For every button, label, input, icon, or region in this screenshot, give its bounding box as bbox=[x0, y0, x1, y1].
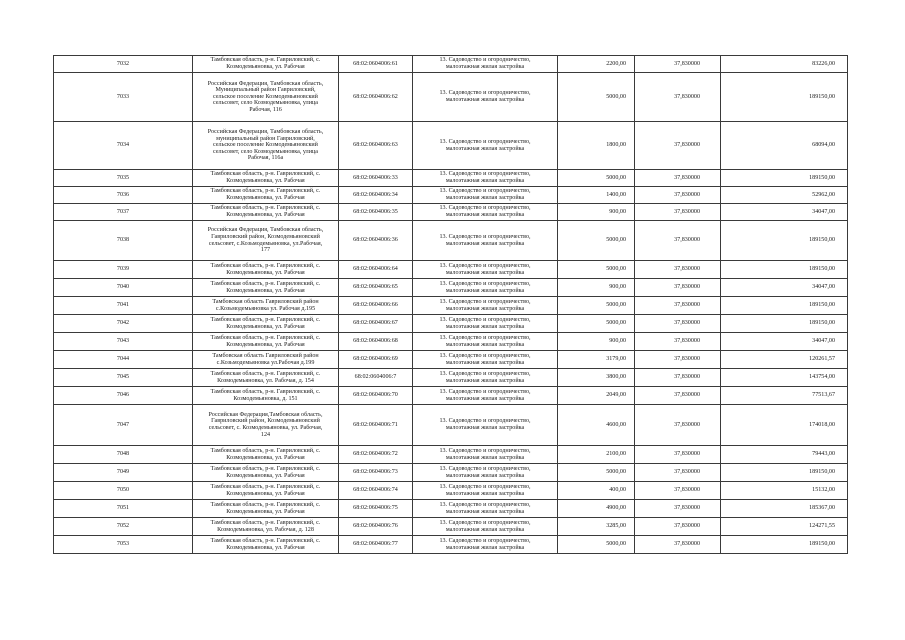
cadastral-value-cell: 189150,00 bbox=[721, 170, 848, 187]
area-cell: 5000,00 bbox=[558, 170, 635, 187]
area-cell: 3800,00 bbox=[558, 369, 635, 387]
permitted-use-cell: 13. Садоводство и огородничество, малоэтажная жилая застройка bbox=[413, 73, 558, 122]
specific-value-cell: 37,830000 bbox=[635, 536, 721, 554]
address-cell: Тамбовская область, р-н. Гавриловский, с. Козмодемьяновка, ул. Рабочая bbox=[193, 187, 339, 204]
record-number-cell: 7032 bbox=[54, 56, 193, 73]
permitted-use-cell: 13. Садоводство и огородничество, малоэтажная жилая застройка bbox=[413, 518, 558, 536]
permitted-use-cell: 13. Садоводство и огородничество, малоэтажная жилая застройка bbox=[413, 387, 558, 405]
specific-value-cell: 37,830000 bbox=[635, 405, 721, 446]
specific-value-cell: 37,830000 bbox=[635, 261, 721, 279]
cadastral-number-cell: 68:02:0604006:65 bbox=[339, 279, 413, 297]
specific-value-cell: 37,830000 bbox=[635, 297, 721, 315]
cadastral-value-cell: 52962,00 bbox=[721, 187, 848, 204]
record-number-cell: 7046 bbox=[54, 387, 193, 405]
permitted-use-cell: 13. Садоводство и огородничество, малоэтажная жилая застройка bbox=[413, 170, 558, 187]
cadastral-value-cell: 124271,55 bbox=[721, 518, 848, 536]
address-cell: Тамбовская область, р-н. Гавриловский, с. Козмодемьяновка, ул. Рабочая bbox=[193, 279, 339, 297]
permitted-use-cell: 13. Садоводство и огородничество, малоэтажная жилая застройка bbox=[413, 482, 558, 500]
permitted-use-cell: 13. Садоводство и огородничество, малоэтажная жилая застройка bbox=[413, 122, 558, 170]
specific-value-cell: 37,830000 bbox=[635, 279, 721, 297]
area-cell: 5000,00 bbox=[558, 464, 635, 482]
permitted-use-cell: 13. Садоводство и огородничество, малоэтажная жилая застройка bbox=[413, 351, 558, 369]
permitted-use-cell: 13. Садоводство и огородничество, малоэтажная жилая застройка bbox=[413, 187, 558, 204]
area-cell: 5000,00 bbox=[558, 261, 635, 279]
area-cell: 900,00 bbox=[558, 204, 635, 221]
area-cell: 5000,00 bbox=[558, 221, 635, 261]
cadastral-number-cell: 68:02:0604006:66 bbox=[339, 297, 413, 315]
table-row bbox=[54, 297, 848, 315]
cadastral-value-cell: 77513,67 bbox=[721, 387, 848, 405]
table-row bbox=[54, 518, 848, 536]
cadastral-number-cell: 68:02:0604006:64 bbox=[339, 261, 413, 279]
cadastral-value-cell: 189150,00 bbox=[721, 315, 848, 333]
address-cell: Тамбовская область, р-н. Гавриловский, с. Козмодемьяновка, ул. Рабочая bbox=[193, 446, 339, 464]
area-cell: 2049,00 bbox=[558, 387, 635, 405]
specific-value-cell: 37,830000 bbox=[635, 351, 721, 369]
cadastral-number-cell: 68:02:0604006:67 bbox=[339, 315, 413, 333]
specific-value-cell: 37,830000 bbox=[635, 482, 721, 500]
cadastral-number-cell: 68:02:0604006:70 bbox=[339, 387, 413, 405]
address-cell: Российская Федерация, Тамбовская область, Муниципальный район Гавриловский, сельское поселение Козмодемьяновский сельсовет, село Козмодемьяновка, улица Рабочая, 116 bbox=[193, 73, 339, 122]
cadastral-number-cell: 68:02:0604006:72 bbox=[339, 446, 413, 464]
permitted-use-cell: 13. Садоводство и огородничество, малоэтажная жилая застройка bbox=[413, 464, 558, 482]
cadastral-value-cell: 79443,00 bbox=[721, 446, 848, 464]
specific-value-cell: 37,830000 bbox=[635, 170, 721, 187]
table-row bbox=[54, 187, 848, 204]
area-cell: 400,00 bbox=[558, 482, 635, 500]
area-cell: 2100,00 bbox=[558, 446, 635, 464]
specific-value-cell: 37,830000 bbox=[635, 221, 721, 261]
record-number-cell: 7034 bbox=[54, 122, 193, 170]
address-cell: Российская Федерация, Тамбовская область, Гавриловский район, Козмодемьяновский сельсовет, с.Козьмодемьяновка, ул.Рабочая, 177 bbox=[193, 221, 339, 261]
cadastral-number-cell: 68:02:0604006:75 bbox=[339, 500, 413, 518]
permitted-use-cell: 13. Садоводство и огородничество, малоэтажная жилая застройка bbox=[413, 204, 558, 221]
cadastral-value-cell: 34047,00 bbox=[721, 204, 848, 221]
record-number-cell: 7045 bbox=[54, 369, 193, 387]
area-cell: 5000,00 bbox=[558, 315, 635, 333]
permitted-use-cell: 13. Садоводство и огородничество, малоэтажная жилая застройка bbox=[413, 405, 558, 446]
cadastral-value-cell: 189150,00 bbox=[721, 297, 848, 315]
table-row bbox=[54, 73, 848, 122]
table-row bbox=[54, 500, 848, 518]
specific-value-cell: 37,830000 bbox=[635, 187, 721, 204]
record-number-cell: 7053 bbox=[54, 536, 193, 554]
table-row bbox=[54, 333, 848, 351]
cadastral-number-cell: 68:02:0604006:35 bbox=[339, 204, 413, 221]
cadastral-number-cell: 68:02:0604006:7 bbox=[339, 369, 413, 387]
table-row bbox=[54, 204, 848, 221]
record-number-cell: 7036 bbox=[54, 187, 193, 204]
record-number-cell: 7035 bbox=[54, 170, 193, 187]
specific-value-cell: 37,830000 bbox=[635, 369, 721, 387]
area-cell: 3285,00 bbox=[558, 518, 635, 536]
cadastral-value-cell: 143754,00 bbox=[721, 369, 848, 387]
record-number-cell: 7040 bbox=[54, 279, 193, 297]
area-cell: 5000,00 bbox=[558, 297, 635, 315]
permitted-use-cell: 13. Садоводство и огородничество, малоэтажная жилая застройка bbox=[413, 221, 558, 261]
permitted-use-cell: 13. Садоводство и огородничество, малоэтажная жилая застройка bbox=[413, 500, 558, 518]
area-cell: 5000,00 bbox=[558, 73, 635, 122]
cadastral-value-cell: 174018,00 bbox=[721, 405, 848, 446]
cadastral-value-cell: 189150,00 bbox=[721, 221, 848, 261]
table-row bbox=[54, 405, 848, 446]
table-row bbox=[54, 261, 848, 279]
record-number-cell: 7039 bbox=[54, 261, 193, 279]
address-cell: Тамбовская область, р-н. Гавриловский, с. Козмодемьяновка, ул. Рабочая bbox=[193, 482, 339, 500]
permitted-use-cell: 13. Садоводство и огородничество, малоэтажная жилая застройка bbox=[413, 315, 558, 333]
cadastral-value-cell: 68094,00 bbox=[721, 122, 848, 170]
permitted-use-cell: 13. Садоводство и огородничество, малоэтажная жилая застройка bbox=[413, 446, 558, 464]
table-row bbox=[54, 464, 848, 482]
table-body bbox=[54, 56, 848, 554]
table-row bbox=[54, 170, 848, 187]
cadastral-number-cell: 68:02:0604006:63 bbox=[339, 122, 413, 170]
address-cell: Российская Федерация,Тамбовская область, Гавриловский район, Козмодемьяновский сельсовет, с. Козмодемьяновка, ул. Рабочая, 124 bbox=[193, 405, 339, 446]
record-number-cell: 7051 bbox=[54, 500, 193, 518]
permitted-use-cell: 13. Садоводство и огородничество, малоэтажная жилая застройка bbox=[413, 279, 558, 297]
cadastral-value-cell: 34047,00 bbox=[721, 333, 848, 351]
specific-value-cell: 37,830000 bbox=[635, 500, 721, 518]
area-cell: 900,00 bbox=[558, 279, 635, 297]
area-cell: 1400,00 bbox=[558, 187, 635, 204]
address-cell: Тамбовская область Гавриловский район с.Козьмодемьяновка ул. Рабочая д.195 bbox=[193, 297, 339, 315]
permitted-use-cell: 13. Садоводство и огородничество, малоэтажная жилая застройка bbox=[413, 297, 558, 315]
cadastral-number-cell: 68:02:0604006:68 bbox=[339, 333, 413, 351]
permitted-use-cell: 13. Садоводство и огородничество, малоэтажная жилая застройка bbox=[413, 536, 558, 554]
specific-value-cell: 37,830000 bbox=[635, 446, 721, 464]
land-cadastral-value-table bbox=[53, 55, 848, 554]
record-number-cell: 7044 bbox=[54, 351, 193, 369]
address-cell: Тамбовская область, р-н. Гавриловский, с. Козмодемьяновка, ул. Рабочая bbox=[193, 170, 339, 187]
record-number-cell: 7033 bbox=[54, 73, 193, 122]
address-cell: Тамбовская область, р-н. Гавриловский, с. Козмодемьяновка, ул. Рабочая bbox=[193, 500, 339, 518]
cadastral-number-cell: 68:02:0604006:69 bbox=[339, 351, 413, 369]
permitted-use-cell: 13. Садоводство и огородничество, малоэтажная жилая застройка bbox=[413, 369, 558, 387]
table-row bbox=[54, 315, 848, 333]
table-row bbox=[54, 56, 848, 73]
area-cell: 5000,00 bbox=[558, 536, 635, 554]
cadastral-number-cell: 68:02:0604006:71 bbox=[339, 405, 413, 446]
cadastral-value-cell: 34047,00 bbox=[721, 279, 848, 297]
address-cell: Тамбовская область, р-н. Гавриловский, с. Козмодемьяновка, ул. Рабочая bbox=[193, 536, 339, 554]
address-cell: Тамбовская область, р-н. Гавриловский, с. Козмодемьяновка, ул. Рабочая bbox=[193, 315, 339, 333]
cadastral-value-cell: 83226,00 bbox=[721, 56, 848, 73]
address-cell: Тамбовская область, р-н. Гавриловский, с. Козмодемьяновка, ул. Рабочая bbox=[193, 56, 339, 73]
address-cell: Тамбовская область, р-н. Гавриловский, с. Козмодемьяновка, ул. Рабочая bbox=[193, 204, 339, 221]
cadastral-value-cell: 189150,00 bbox=[721, 464, 848, 482]
cadastral-value-cell: 15132,00 bbox=[721, 482, 848, 500]
address-cell: Тамбовская область, р-н. Гавриловский, с. Козмодемьяновка, ул. Рабочая, д. 128 bbox=[193, 518, 339, 536]
address-cell: Тамбовская область, р-н. Гавриловский, с. Козмодемьяновка, ул. Рабочая, д. 154 bbox=[193, 369, 339, 387]
cadastral-number-cell: 68:02:0604006:34 bbox=[339, 187, 413, 204]
address-cell: Тамбовская область, р-н. Гавриловский, с. Козмодемьяновка, д. 151 bbox=[193, 387, 339, 405]
address-cell: Тамбовская область, р-н. Гавриловский, с. Козмодемьяновка, ул. Рабочая bbox=[193, 261, 339, 279]
permitted-use-cell: 13. Садоводство и огородничество, малоэтажная жилая застройка bbox=[413, 56, 558, 73]
table-row bbox=[54, 446, 848, 464]
table-row bbox=[54, 387, 848, 405]
area-cell: 4600,00 bbox=[558, 405, 635, 446]
specific-value-cell: 37,830000 bbox=[635, 56, 721, 73]
record-number-cell: 7047 bbox=[54, 405, 193, 446]
cadastral-value-cell: 185367,00 bbox=[721, 500, 848, 518]
permitted-use-cell: 13. Садоводство и огородничество, малоэтажная жилая застройка bbox=[413, 333, 558, 351]
cadastral-number-cell: 68:02:0604006:76 bbox=[339, 518, 413, 536]
record-number-cell: 7048 bbox=[54, 446, 193, 464]
table-row bbox=[54, 221, 848, 261]
table-row bbox=[54, 369, 848, 387]
area-cell: 4900,00 bbox=[558, 500, 635, 518]
area-cell: 1800,00 bbox=[558, 122, 635, 170]
area-cell: 2200,00 bbox=[558, 56, 635, 73]
record-number-cell: 7050 bbox=[54, 482, 193, 500]
specific-value-cell: 37,830000 bbox=[635, 333, 721, 351]
record-number-cell: 7043 bbox=[54, 333, 193, 351]
record-number-cell: 7049 bbox=[54, 464, 193, 482]
specific-value-cell: 37,830000 bbox=[635, 73, 721, 122]
table-row bbox=[54, 351, 848, 369]
record-number-cell: 7042 bbox=[54, 315, 193, 333]
address-cell: Тамбовская область Гавриловский район с.Козьмодемьяновка ул.Рабочая д.199 bbox=[193, 351, 339, 369]
cadastral-number-cell: 68:02:0604006:73 bbox=[339, 464, 413, 482]
area-cell: 3179,00 bbox=[558, 351, 635, 369]
permitted-use-cell: 13. Садоводство и огородничество, малоэтажная жилая застройка bbox=[413, 261, 558, 279]
table-row bbox=[54, 279, 848, 297]
specific-value-cell: 37,830000 bbox=[635, 518, 721, 536]
table-row bbox=[54, 536, 848, 554]
table-row bbox=[54, 122, 848, 170]
record-number-cell: 7052 bbox=[54, 518, 193, 536]
address-cell: Российская Федерация, Тамбовская область, муниципальный район Гавриловский, сельское поселение Козмодемьяновский сельсовет, село Козмодемьяновка, улица Рабочая, 116а bbox=[193, 122, 339, 170]
cadastral-value-cell: 189150,00 bbox=[721, 536, 848, 554]
cadastral-number-cell: 68:02:0604006:77 bbox=[339, 536, 413, 554]
address-cell: Тамбовская область, р-н. Гавриловский, с. Козмодемьяновка, ул. Рабочая bbox=[193, 464, 339, 482]
area-cell: 900,00 bbox=[558, 333, 635, 351]
record-number-cell: 7041 bbox=[54, 297, 193, 315]
cadastral-number-cell: 68:02:0604006:61 bbox=[339, 56, 413, 73]
cadastral-number-cell: 68:02:0604006:36 bbox=[339, 221, 413, 261]
cadastral-value-cell: 189150,00 bbox=[721, 73, 848, 122]
specific-value-cell: 37,830000 bbox=[635, 387, 721, 405]
address-cell: Тамбовская область, р-н. Гавриловский, с. Козмодемьяновка, ул. Рабочая bbox=[193, 333, 339, 351]
specific-value-cell: 37,830000 bbox=[635, 204, 721, 221]
specific-value-cell: 37,830000 bbox=[635, 315, 721, 333]
specific-value-cell: 37,830000 bbox=[635, 122, 721, 170]
cadastral-number-cell: 68:02:0604006:62 bbox=[339, 73, 413, 122]
cadastral-value-cell: 120261,57 bbox=[721, 351, 848, 369]
specific-value-cell: 37,830000 bbox=[635, 464, 721, 482]
record-number-cell: 7038 bbox=[54, 221, 193, 261]
cadastral-number-cell: 68:02:0604006:33 bbox=[339, 170, 413, 187]
cadastral-value-cell: 189150,00 bbox=[721, 261, 848, 279]
record-number-cell: 7037 bbox=[54, 204, 193, 221]
cadastral-number-cell: 68:02:0604006:74 bbox=[339, 482, 413, 500]
table-row bbox=[54, 482, 848, 500]
